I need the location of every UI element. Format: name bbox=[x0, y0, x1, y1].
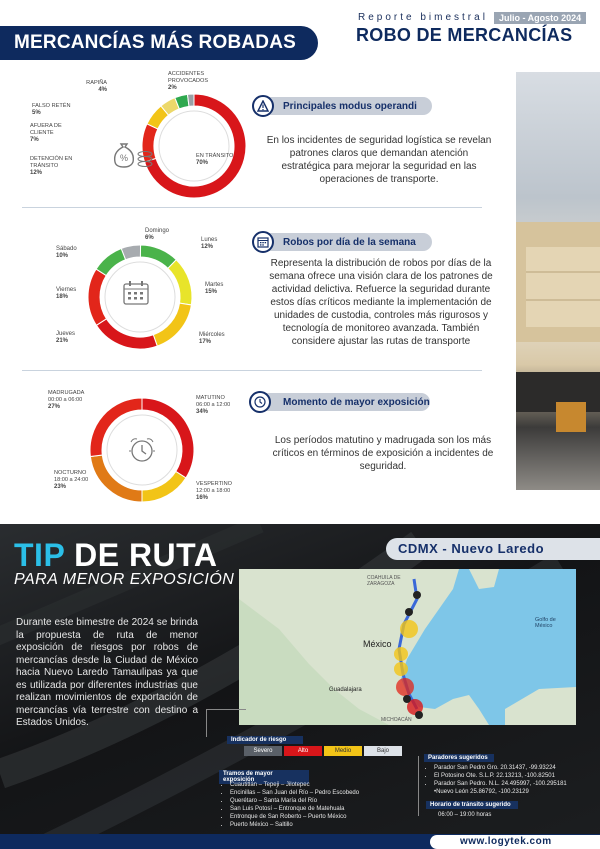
label-lunes: Lunes 12% bbox=[201, 237, 218, 250]
list-item: •Nuevo León 25.86792, -100.23129 bbox=[434, 789, 529, 795]
section-modus-text: En los incidentes de seguridad logística se revelan patrones claros que demandan atención estratégica para mejorar la seguridad en las operaciones de transporte. bbox=[266, 135, 492, 185]
label-afuera-cliente: AFUERA DE CLIENTE 7% bbox=[30, 123, 62, 143]
label-nocturno: NOCTURNO 18:00 a 24:00 23% bbox=[54, 470, 89, 490]
schedule-title: Horario de tránsito sugerido bbox=[426, 801, 518, 809]
tip-subtitle: PARA MENOR EXPOSICIÓN bbox=[14, 571, 235, 588]
section-modus-title: Principales modus operandi bbox=[262, 97, 432, 115]
period-badge: Julio - Agosto 2024 bbox=[494, 12, 586, 24]
label-martes: Martes 15% bbox=[205, 282, 224, 295]
left-title-banner bbox=[0, 26, 318, 60]
donut-center bbox=[159, 111, 229, 181]
divider bbox=[22, 207, 482, 208]
list-item: • Cuautitlán – Tepeji – Jilotepec bbox=[230, 781, 412, 789]
risk-severe: Severo bbox=[244, 746, 282, 756]
risk-legend-label: Indicador de riesgo bbox=[231, 737, 287, 743]
tip-paragraph: Durante este bimestre de 2024 se brinda la propuesta de ruta de menor exposición de riesgos por robos de mercancías desde la Ciudad de México hacia Nuevo Laredo Tamaulipas ya que es utilizada por diferentes industrias que realizan movimientos de exportación de mercancías vía terrestre con destino a Estados Unidos. bbox=[16, 617, 198, 728]
stretches-list bbox=[222, 781, 412, 829]
donut-slice-viernes bbox=[88, 269, 106, 325]
risk-legend-title bbox=[227, 736, 303, 744]
left-title: MERCANCÍAS MÁS ROBADAS bbox=[14, 32, 297, 53]
alarm-clock-icon bbox=[127, 435, 157, 470]
section-weekday-title: Robos por día de la semana bbox=[262, 233, 432, 251]
label-rapina: RAPIÑA 4% bbox=[86, 80, 107, 93]
label-jueves: Jueves 21% bbox=[56, 331, 76, 344]
route-name-banner bbox=[386, 538, 600, 560]
bracket-line bbox=[418, 756, 419, 816]
tip-title: TIP DE RUTA bbox=[14, 537, 218, 573]
list-item: • Querétaro – Santa María del Río bbox=[230, 797, 412, 805]
report-label: Reporte bimestral bbox=[358, 12, 488, 23]
risk-high: Alto bbox=[284, 746, 322, 756]
label-detencion: DETENCIÓN EN TRÁNSITO 12% bbox=[30, 156, 73, 176]
list-item: • Parador San Pedro. N.L. 24.495997, -100.295181 bbox=[434, 780, 598, 788]
label-miercoles: Miércoles 17% bbox=[199, 332, 225, 345]
stretches-title: Tramos de mayor exposición bbox=[219, 770, 309, 784]
risk-medium: Medio bbox=[324, 746, 362, 756]
clock-icon bbox=[249, 391, 271, 413]
section-time-title: Momento de mayor exposición bbox=[262, 393, 430, 411]
list-item: • Parador San Pedro Gro. 20.31437, -99.93224 bbox=[434, 764, 598, 772]
stops-title: Paradores sugeridos bbox=[424, 754, 494, 762]
list-item: • Puerto México – Saltillo bbox=[230, 821, 412, 829]
footer-url-badge[interactable] bbox=[430, 835, 600, 849]
schedule-value: 06:00 – 19:00 horas bbox=[438, 812, 492, 818]
risk-legend bbox=[244, 746, 402, 756]
label-madrugada: MADRUGADA 00:00 a 06:00 27% bbox=[48, 390, 85, 410]
map-label-guadalajara: Guadalajara bbox=[329, 687, 362, 693]
label-accidentes: ACCIDENTES PROVOCADOS 2% bbox=[168, 71, 209, 91]
bracket-line bbox=[206, 709, 246, 710]
calendar-icon bbox=[123, 281, 149, 310]
map-label-michoacan: MICHOACÁN bbox=[381, 717, 412, 723]
money-bag-icon bbox=[109, 138, 155, 173]
label-viernes: Viernes 18% bbox=[56, 287, 77, 300]
map-label-golfo: Golfo de México bbox=[535, 617, 556, 629]
list-item: • San Luis Potosí – Entronque de Matehuala bbox=[230, 805, 412, 813]
svg-text:%: % bbox=[120, 153, 129, 163]
label-domingo: Domingo 6% bbox=[145, 228, 170, 241]
route-map bbox=[239, 569, 576, 725]
donut-slice-accidentes-provocados bbox=[187, 94, 194, 106]
risk-low: Bajo bbox=[364, 746, 402, 756]
list-item: • El Potosino Ote. S.L.P. 22.13213, -100.82501 bbox=[434, 772, 598, 780]
calendar-small-icon bbox=[252, 231, 274, 253]
route-name: CDMX - Nuevo Laredo bbox=[398, 541, 545, 556]
warning-icon bbox=[252, 95, 274, 117]
stops-list bbox=[426, 764, 598, 796]
section-time-text: Los períodos matutino y madrugada son los más críticos en términos de exposición a incidentes de seguridad. bbox=[272, 435, 494, 472]
label-sabado: Sábado 10% bbox=[56, 246, 77, 259]
label-matutino: MATUTINO 06:00 a 12:00 34% bbox=[196, 395, 231, 415]
map-label-coahuila: COAHUILA DE ZARAGOZA bbox=[367, 575, 401, 587]
report-title: ROBO DE MERCANCÍAS bbox=[356, 25, 573, 45]
footer-url[interactable]: www.logytek.com bbox=[460, 836, 552, 847]
label-en-transito: EN TRÁNSITO 70% bbox=[196, 153, 234, 166]
chart-modus bbox=[68, 72, 258, 220]
list-item: • Encinillas – San Juan del Río – Pedro Escobedo bbox=[230, 789, 412, 797]
section-weekday-text: Representa la distribución de robos por días de la semana ofrece una visión clara de los patrones de actividad delictiva. Refuerce la seguridad durante estos días críticos mediante la implementación de unidades de custodia, controles más rigurosos y tecnología de monitoreo avanzada. También considere ajustar las rutas de transporte bbox=[269, 258, 493, 347]
label-falso-reten: FALSO RETÉN 5% bbox=[32, 103, 71, 116]
label-vespertino: VESPERTINO 12:00 a 18:00 16% bbox=[196, 481, 232, 501]
divider bbox=[22, 370, 482, 371]
bracket-line bbox=[206, 709, 207, 737]
map-label-mexico: México bbox=[363, 639, 392, 649]
list-item: • Entronque de San Roberto – Puerto México bbox=[230, 813, 412, 821]
warehouse-photo bbox=[516, 72, 600, 490]
